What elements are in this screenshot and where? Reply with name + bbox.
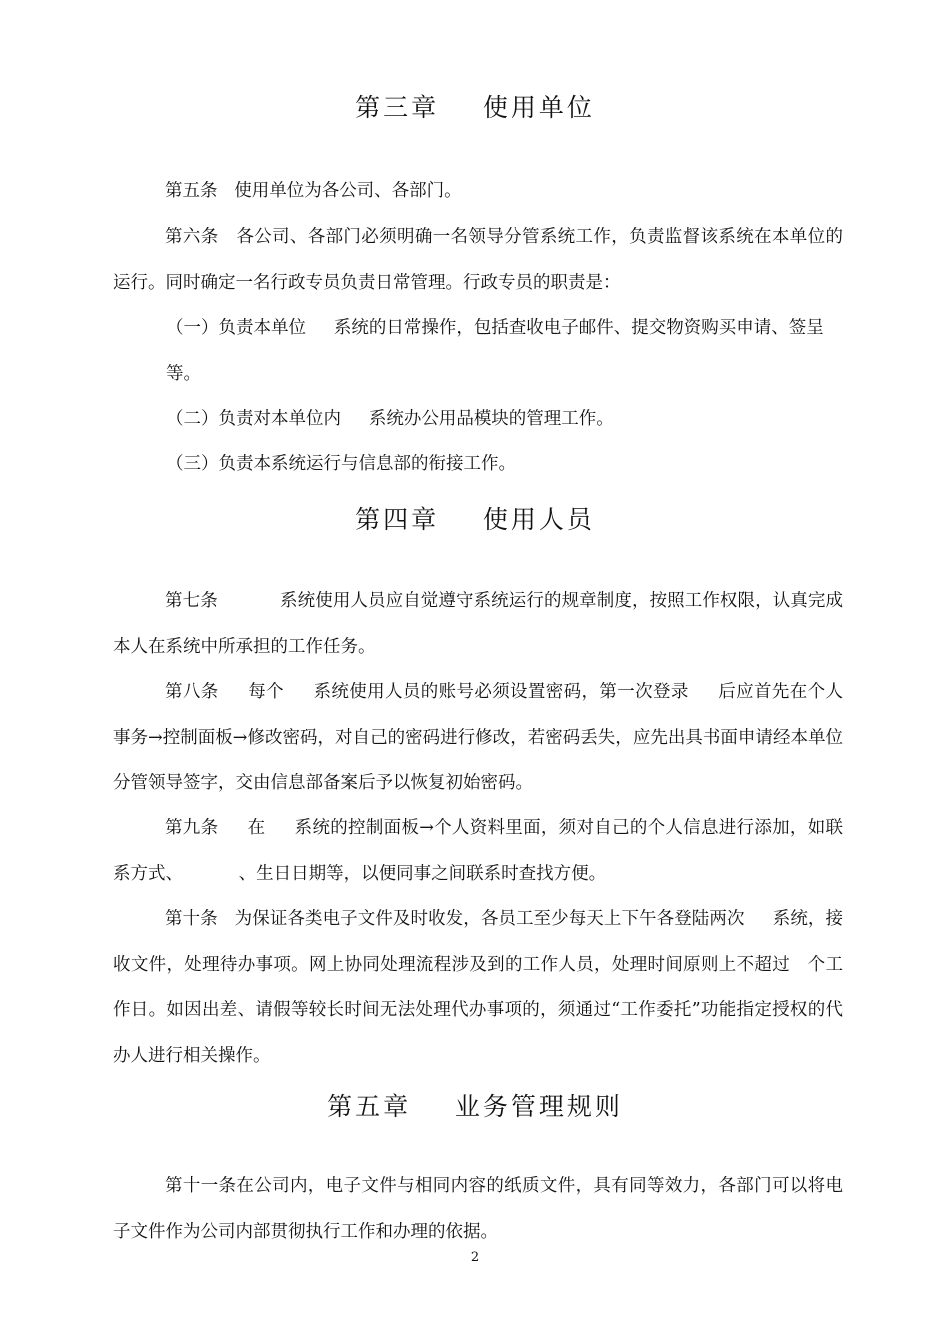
duty-item-3: （三）负责本系统运行与信息部的衔接工作。 xyxy=(166,454,516,474)
article-8: 第八条 每个 系统使用人员的账号必须设置密码，第一次登录 后应首先在个人事务→控制面板→修改密码，对自己的密码进行修改，若密码丢失，应先出具书面申请经本单位分管领导签字，交由信息部备案后予以恢复初始密码。 xyxy=(113,682,843,793)
article-11: 第十一条在公司内，电子文件与相同内容的纸质文件，具有同等效力，各部门可以将电子文件作为公司内部贯彻执行工作和办理的依据。 xyxy=(113,1176,843,1242)
article-9: 第九条 在 系统的控制面板→个人资料里面，须对自己的个人信息进行添加，如联系方式、 、生日日期等，以便同事之间联系时查找方便。 xyxy=(113,818,843,884)
chapter-5-title: 第五章 业务管理规则 xyxy=(327,1092,623,1121)
page-number: 2 xyxy=(470,1250,480,1265)
article-7: 第七条 系统使用人员应自觉遵守系统运行的规章制度，按照工作权限，认真完成本人在系统中所承担的工作任务。 xyxy=(113,591,843,657)
article-6: 第六条 各公司、各部门必须明确一名领导分管系统工作，负责监督该系统在本单位的运行。同时确定一名行政专员负责日常管理。行政专员的职责是： xyxy=(113,227,843,293)
chapter-4-title: 第四章 使用人员 xyxy=(355,505,595,534)
duty-item-2: （二）负责对本单位内 系统办公用品模块的管理工作。 xyxy=(166,409,614,429)
article-10: 第十条 为保证各类电子文件及时收发，各员工至少每天上下午各登陆两次 系统，接收文件，处理待办事项。网上协同处理流程涉及到的工作人员，处理时间原则上不超过 个工作日。如因出差、请假等较长时间无法处理代办事项的，须通过“工作委托”功能指定授权的代办人进行相关操作。 xyxy=(113,909,843,1066)
chapter-3-title: 第三章 使用单位 xyxy=(355,93,595,122)
duty-item-1: （一）负责本单位 系统的日常操作，包括查收电子邮件、提交物资购买申请、签呈等。 xyxy=(166,318,824,384)
article-5: 第五条 使用单位为各公司、各部门。 xyxy=(165,181,462,201)
